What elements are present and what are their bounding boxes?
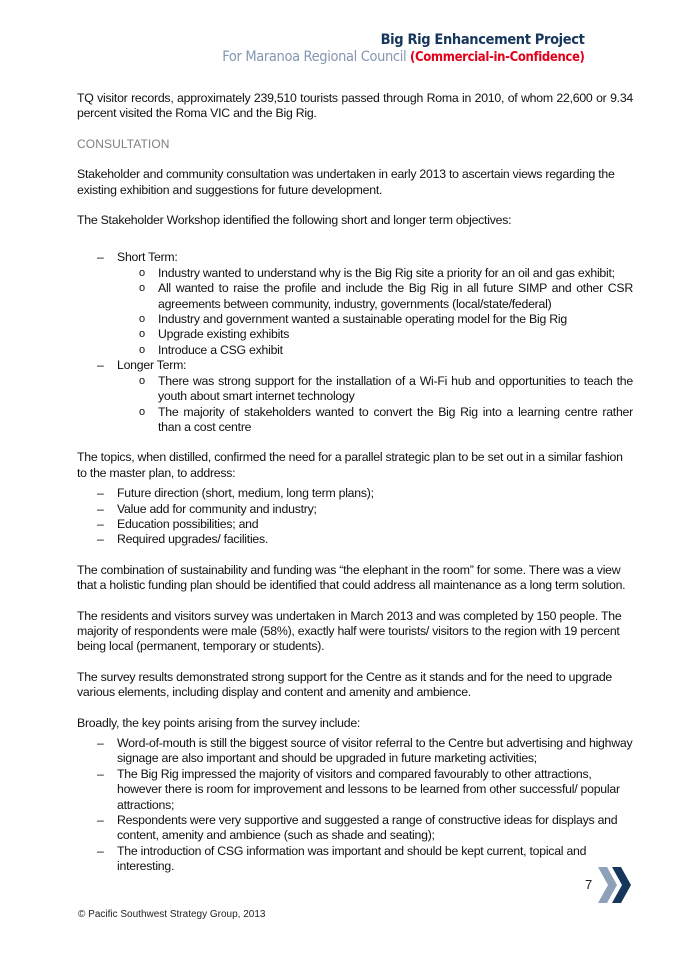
- survey-paragraph: The residents and visitors survey was undertaken in March 2013 and was completed by 150 people. The majority of respondents were male (58%), exactly half were tourists/ visitors to the region with 19 percent being local (permanent, temporary or students).: [77, 608, 622, 654]
- short-term-items: [117, 266, 633, 358]
- funding-paragraph: The combination of sustainability and funding was “the elephant in the room” for some. There was a view that a holistic funding plan should be identified that could address all maintenance as a long term solution.: [77, 562, 626, 593]
- dash-bullet-icon: –: [97, 813, 104, 828]
- objective-group-label: Short Term:: [117, 250, 178, 265]
- workshop-paragraph: The Stakeholder Workshop identified the following short and longer term objectives:: [77, 213, 512, 228]
- dash-bullet-icon: –: [97, 358, 104, 373]
- copyright-footer: © Pacific Southwest Strategy Group, 2013: [78, 909, 266, 920]
- light-chevron-icon: [598, 867, 617, 903]
- list-item: – Required upgrades/ facilities.: [97, 532, 269, 547]
- list-item: o All wanted to raise the profile and include the Big Rig in all future SIMP and other CSR agreements between community, industry, governments (local/state/federal): [139, 281, 633, 311]
- list-item: o Upgrade existing exhibits: [139, 327, 290, 342]
- double-chevron-icon: [596, 864, 636, 906]
- list-item: – The Big Rig impressed the majority of visitors and compared favourably to other attractions, however there is room for improvement and lessons to be learned from other successful/ popular attractions;: [97, 766, 620, 812]
- client-subtitle: [223, 49, 585, 65]
- dash-bullet-icon: –: [97, 843, 104, 858]
- page-header: [182, 32, 585, 65]
- list-item: – Respondents were very supportive and suggested a range of constructive ideas for displays and content, amenity and ambience (such as shade and seating);: [97, 813, 618, 843]
- circle-bullet-icon: o: [139, 282, 145, 295]
- project-title: Big Rig Enhancement Project: [381, 32, 585, 48]
- section-heading: CONSULTATION: [77, 136, 170, 151]
- page-content: [77, 91, 633, 875]
- dash-bullet-icon: –: [97, 736, 104, 750]
- circle-bullet-icon: o: [139, 374, 145, 387]
- dash-bullet-icon: –: [97, 766, 104, 781]
- list-item: o Introduce a CSG exhibit: [139, 342, 283, 357]
- consultation-paragraph: Stakeholder and community consultation was undertaken in early 2013 to ascertain views regarding the existing exhibition and suggestions for future development.: [77, 167, 615, 197]
- dash-bullet-icon: –: [97, 486, 104, 501]
- page-number: 7: [585, 877, 593, 892]
- circle-bullet-icon: o: [139, 343, 145, 356]
- dash-bullet-icon: –: [97, 516, 104, 531]
- list-item: – Future direction (short, medium, long term plans);: [97, 486, 374, 501]
- circle-bullet-icon: o: [139, 405, 145, 418]
- list-item: – Value add for community and industry;: [97, 501, 317, 516]
- list-item: o Industry and government wanted a sustainable operating model for the Big Rig: [139, 312, 567, 327]
- list-item: o The majority of stakeholders wanted to convert the Big Rig into a learning centre rather than a cost centre: [139, 404, 633, 434]
- longer-term-items: [117, 374, 633, 436]
- circle-bullet-icon: o: [139, 328, 145, 341]
- key-points-list: [77, 736, 633, 875]
- intro-paragraph: TQ visitor records, approximately 239,510 tourists passed through Roma in 2010, of whom 22,600 or 9.34 percent visited the Roma VIC and the Big Rig.: [77, 91, 633, 121]
- objectives-list: [77, 250, 633, 435]
- dash-bullet-icon: –: [97, 250, 104, 265]
- list-item: – Education possibilities; and: [97, 516, 259, 531]
- objective-group-longer-term: [77, 358, 633, 435]
- circle-bullet-icon: o: [139, 266, 145, 279]
- topics-list: [77, 486, 633, 548]
- list-item: o Industry wanted to understand why is the Big Rig site a priority for an oil and gas exhibit;: [139, 265, 615, 280]
- dash-bullet-icon: –: [97, 501, 104, 516]
- objective-group-label: Longer Term:: [117, 358, 187, 373]
- client-name: For Maranoa Regional Council: [222, 49, 411, 65]
- list-item: o There was strong support for the installation of a Wi-Fi hub and opportunities to teach the youth about smart internet technology: [139, 373, 633, 404]
- objective-group-short-term: [77, 250, 633, 358]
- dash-bullet-icon: –: [97, 532, 104, 547]
- list-item: – The introduction of CSG information was important and should be kept current, topical and interesting.: [97, 843, 587, 874]
- list-item: – Word-of-mouth is still the biggest source of visitor referral to the Centre but advertising and highway signage are also important and should be upgraded in future marketing activities;: [97, 736, 633, 766]
- results-paragraph: The survey results demonstrated strong support for the Centre as it stands and for the need to upgrade various elements, including display and content and amenity and ambience.: [77, 669, 613, 700]
- topics-paragraph: The topics, when distilled, confirmed the need for a parallel strategic plan to be set out in a similar fashion to the master plan, to address:: [77, 450, 623, 480]
- circle-bullet-icon: o: [139, 313, 145, 326]
- confidentiality-label: (Commercial-in-Confidence): [410, 50, 585, 65]
- key-points-intro: Broadly, the key points arising from the survey include:: [77, 715, 361, 730]
